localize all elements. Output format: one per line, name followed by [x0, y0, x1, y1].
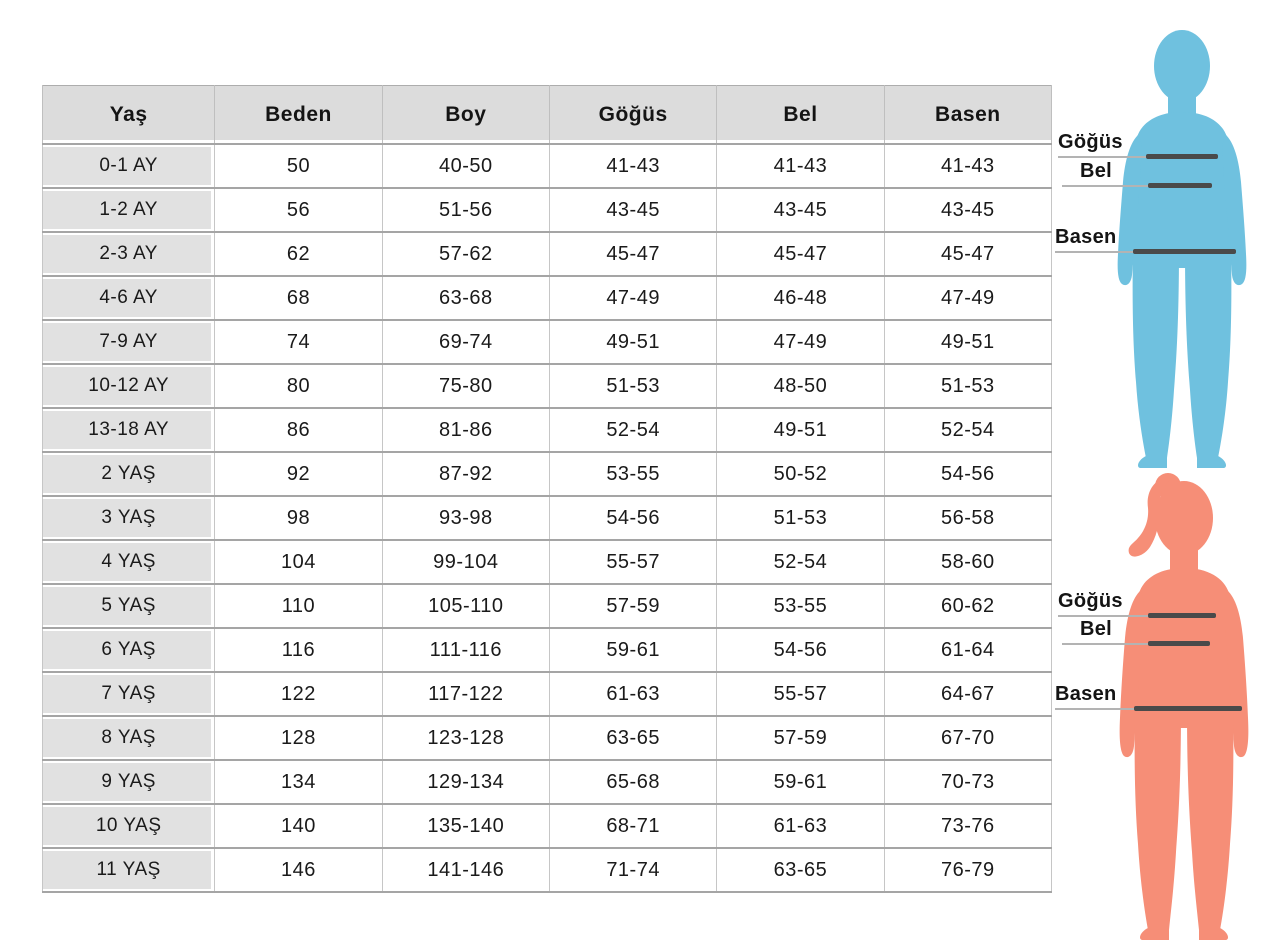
value-cell: 105-110 — [382, 584, 549, 628]
age-cell: 2-3 AY — [43, 232, 215, 276]
value-cell: 70-73 — [884, 760, 1051, 804]
value-cell: 51-53 — [549, 364, 716, 408]
value-cell: 51-56 — [382, 188, 549, 232]
value-cell: 59-61 — [717, 760, 884, 804]
value-cell: 43-45 — [884, 188, 1051, 232]
table-row — [43, 144, 1052, 188]
measure-hip-pink — [1055, 682, 1242, 710]
measure-waist-blue — [1062, 159, 1212, 187]
age-cell: 2 YAŞ — [43, 452, 215, 496]
value-cell: 62 — [215, 232, 382, 276]
table-row — [43, 848, 1052, 892]
chest-line — [1058, 156, 1218, 158]
hip-line — [1055, 708, 1242, 710]
column-header: Boy — [382, 86, 549, 145]
value-cell: 54-56 — [717, 628, 884, 672]
value-cell: 54-56 — [549, 496, 716, 540]
table-row — [43, 408, 1052, 452]
value-cell: 61-63 — [717, 804, 884, 848]
header-row — [43, 86, 1052, 145]
value-cell: 123-128 — [382, 716, 549, 760]
waist-line-segment — [1148, 183, 1212, 188]
measure-hip-blue — [1055, 225, 1236, 253]
value-cell: 111-116 — [382, 628, 549, 672]
table-row — [43, 188, 1052, 232]
value-cell: 47-49 — [717, 320, 884, 364]
value-cell: 128 — [215, 716, 382, 760]
value-cell: 64-67 — [884, 672, 1051, 716]
value-cell: 54-56 — [884, 452, 1051, 496]
value-cell: 47-49 — [549, 276, 716, 320]
hip-line-segment — [1133, 249, 1236, 254]
value-cell: 75-80 — [382, 364, 549, 408]
value-cell: 50 — [215, 144, 382, 188]
value-cell: 86 — [215, 408, 382, 452]
table-row — [43, 276, 1052, 320]
waist-label: Bel — [1080, 160, 1113, 182]
table-row — [43, 760, 1052, 804]
hip-line — [1055, 251, 1236, 253]
value-cell: 129-134 — [382, 760, 549, 804]
age-cell: 6 YAŞ — [43, 628, 215, 672]
table-row — [43, 452, 1052, 496]
waist-line — [1062, 185, 1212, 187]
value-cell: 135-140 — [382, 804, 549, 848]
waist-line-segment — [1148, 641, 1210, 646]
value-cell: 98 — [215, 496, 382, 540]
value-cell: 52-54 — [884, 408, 1051, 452]
waist-line — [1062, 643, 1210, 645]
value-cell: 92 — [215, 452, 382, 496]
age-cell: 4 YAŞ — [43, 540, 215, 584]
table-row — [43, 232, 1052, 276]
value-cell: 47-49 — [884, 276, 1051, 320]
value-cell: 56 — [215, 188, 382, 232]
column-header: Beden — [215, 86, 382, 145]
column-header: Yaş — [43, 86, 215, 145]
value-cell: 63-68 — [382, 276, 549, 320]
value-cell: 60-62 — [884, 584, 1051, 628]
value-cell: 65-68 — [549, 760, 716, 804]
value-cell: 117-122 — [382, 672, 549, 716]
measure-chest-blue — [1058, 130, 1218, 158]
age-cell: 1-2 AY — [43, 188, 215, 232]
value-cell: 76-79 — [884, 848, 1051, 892]
value-cell: 41-43 — [717, 144, 884, 188]
value-cell: 41-43 — [549, 144, 716, 188]
table-row — [43, 804, 1052, 848]
value-cell: 41-43 — [884, 144, 1051, 188]
age-cell: 10 YAŞ — [43, 804, 215, 848]
column-header: Bel — [717, 86, 884, 145]
value-cell: 55-57 — [549, 540, 716, 584]
waist-label: Bel — [1080, 618, 1113, 640]
value-cell: 59-61 — [549, 628, 716, 672]
size-table — [42, 85, 1052, 893]
value-cell: 45-47 — [884, 232, 1051, 276]
table-row — [43, 320, 1052, 364]
table-row — [43, 628, 1052, 672]
table-row — [43, 496, 1052, 540]
measure-waist-pink — [1062, 617, 1210, 645]
value-cell: 67-70 — [884, 716, 1051, 760]
value-cell: 80 — [215, 364, 382, 408]
value-cell: 146 — [215, 848, 382, 892]
value-cell: 73-76 — [884, 804, 1051, 848]
table-row — [43, 584, 1052, 628]
value-cell: 52-54 — [717, 540, 884, 584]
value-cell: 49-51 — [717, 408, 884, 452]
age-cell: 7-9 AY — [43, 320, 215, 364]
age-cell: 13-18 AY — [43, 408, 215, 452]
value-cell: 57-59 — [717, 716, 884, 760]
value-cell: 71-74 — [549, 848, 716, 892]
value-cell: 134 — [215, 760, 382, 804]
value-cell: 43-45 — [549, 188, 716, 232]
value-cell: 61-63 — [549, 672, 716, 716]
value-cell: 53-55 — [717, 584, 884, 628]
value-cell: 46-48 — [717, 276, 884, 320]
value-cell: 52-54 — [549, 408, 716, 452]
table-row — [43, 716, 1052, 760]
value-cell: 104 — [215, 540, 382, 584]
age-cell: 3 YAŞ — [43, 496, 215, 540]
value-cell: 74 — [215, 320, 382, 364]
value-cell: 48-50 — [717, 364, 884, 408]
hip-label: Basen — [1055, 226, 1117, 248]
value-cell: 140 — [215, 804, 382, 848]
age-cell: 4-6 AY — [43, 276, 215, 320]
value-cell: 81-86 — [382, 408, 549, 452]
value-cell: 63-65 — [717, 848, 884, 892]
value-cell: 68 — [215, 276, 382, 320]
value-cell: 56-58 — [884, 496, 1051, 540]
column-header: Göğüs — [549, 86, 716, 145]
value-cell: 53-55 — [549, 452, 716, 496]
value-cell: 45-47 — [549, 232, 716, 276]
value-cell: 51-53 — [884, 364, 1051, 408]
column-header: Basen — [884, 86, 1051, 145]
value-cell: 93-98 — [382, 496, 549, 540]
age-cell: 7 YAŞ — [43, 672, 215, 716]
age-cell: 9 YAŞ — [43, 760, 215, 804]
value-cell: 122 — [215, 672, 382, 716]
value-cell: 51-53 — [717, 496, 884, 540]
value-cell: 40-50 — [382, 144, 549, 188]
hip-line-segment — [1134, 706, 1242, 711]
value-cell: 49-51 — [884, 320, 1051, 364]
value-cell: 110 — [215, 584, 382, 628]
age-cell: 0-1 AY — [43, 144, 215, 188]
value-cell: 57-62 — [382, 232, 549, 276]
value-cell: 87-92 — [382, 452, 549, 496]
value-cell: 69-74 — [382, 320, 549, 364]
value-cell: 45-47 — [717, 232, 884, 276]
table-row — [43, 364, 1052, 408]
age-cell: 11 YAŞ — [43, 848, 215, 892]
age-cell: 8 YAŞ — [43, 716, 215, 760]
value-cell: 141-146 — [382, 848, 549, 892]
age-cell: 10-12 AY — [43, 364, 215, 408]
value-cell: 63-65 — [549, 716, 716, 760]
value-cell: 49-51 — [549, 320, 716, 364]
value-cell: 61-64 — [884, 628, 1051, 672]
chest-label: Göğüs — [1058, 131, 1123, 153]
age-cell: 5 YAŞ — [43, 584, 215, 628]
value-cell: 50-52 — [717, 452, 884, 496]
value-cell: 57-59 — [549, 584, 716, 628]
table-row — [43, 672, 1052, 716]
value-cell: 68-71 — [549, 804, 716, 848]
measure-chest-pink — [1058, 589, 1216, 617]
table-row — [43, 540, 1052, 584]
value-cell: 99-104 — [382, 540, 549, 584]
chest-label: Göğüs — [1058, 590, 1123, 612]
value-cell: 43-45 — [717, 188, 884, 232]
value-cell: 58-60 — [884, 540, 1051, 584]
value-cell: 116 — [215, 628, 382, 672]
hip-label: Basen — [1055, 683, 1117, 705]
value-cell: 55-57 — [717, 672, 884, 716]
